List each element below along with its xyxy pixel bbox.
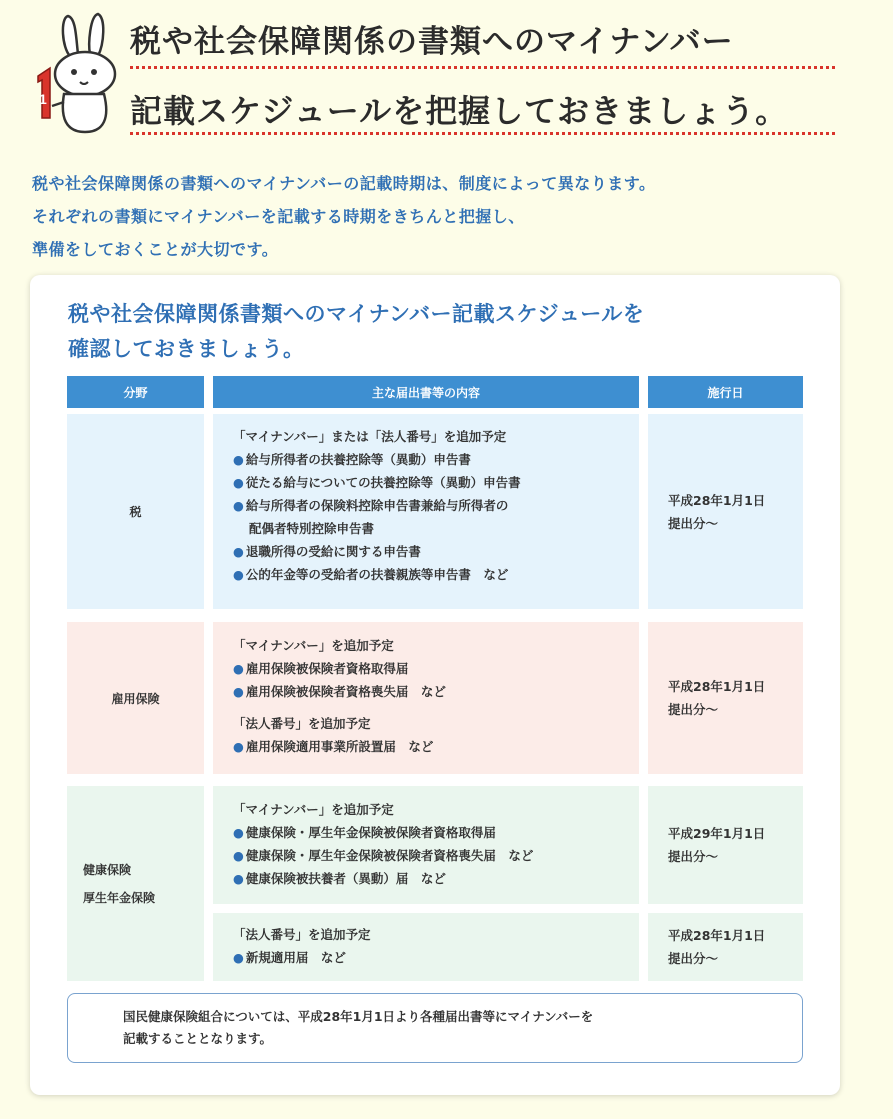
- bullet-icon: ●: [233, 871, 244, 886]
- column-header-field: 分野: [67, 376, 204, 408]
- intro-line: 準備をしておくことが大切です。: [32, 240, 279, 259]
- list-item: [233, 471, 639, 494]
- column-header-date: 施行日: [648, 376, 803, 408]
- list-item: [233, 448, 639, 471]
- note-line: 国民健康保険組合については、平成28年1月1日より各種届出書等にマイナンバーを: [123, 1009, 594, 1024]
- date-line: 提出分～: [668, 515, 719, 531]
- bullet-icon: ●: [233, 825, 244, 840]
- card-title-line-1: 税や社会保障関係書類へのマイナンバー記載スケジュールを: [68, 302, 645, 326]
- list-item-text: 雇用保険被保険者資格取得届: [245, 661, 409, 676]
- bullet-icon: ●: [233, 684, 244, 699]
- list-item-text: 公的年金等の受給者の扶養親族等申告書 など: [245, 567, 509, 582]
- page-title-line-1: 税や社会保障関係の書類へのマイナンバー: [130, 24, 734, 60]
- date-line: 平成28年1月1日: [668, 679, 766, 694]
- list-item-continuation: 配偶者特別控除申告書: [249, 521, 375, 536]
- list-item: [233, 946, 639, 969]
- health-effective-date-1: [648, 786, 803, 904]
- health-heading-2: 「法人番号」を追加予定: [233, 927, 371, 942]
- list-item-text: 新規適用届 など: [245, 950, 346, 965]
- list-item-text: 雇用保険適用事業所設置届 など: [245, 739, 434, 754]
- intro-line: 税や社会保障関係の書類へのマイナンバーの記載時期は、制度によって異なります。: [32, 174, 656, 193]
- employment-heading-1: 「マイナンバー」を追加予定: [233, 638, 394, 653]
- employment-content: [213, 622, 639, 774]
- date-line: 提出分～: [668, 702, 719, 717]
- mascot-rabbit-illustration: [30, 8, 130, 138]
- bullet-icon: ●: [233, 544, 244, 559]
- dotted-divider: [130, 132, 835, 135]
- list-item: [233, 735, 639, 758]
- health-effective-date-2: [648, 913, 803, 981]
- health-heading-1: 「マイナンバー」を追加予定: [233, 802, 394, 817]
- bullet-icon: ●: [233, 950, 244, 965]
- date-line: 平成28年1月1日: [668, 492, 766, 508]
- category-line: 厚生年金保険: [83, 890, 156, 905]
- schedule-card: [30, 275, 840, 1095]
- category-tax: 税: [67, 414, 204, 609]
- tax-heading: 「マイナンバー」または「法人番号」を追加予定: [233, 429, 507, 444]
- category-employment-insurance: 雇用保険: [67, 622, 204, 774]
- bullet-icon: ●: [233, 452, 244, 467]
- list-item-text: 健康保険被扶養者（異動）届 など: [245, 871, 446, 886]
- bullet-icon: ●: [233, 475, 244, 490]
- date-line: 平成28年1月1日: [668, 928, 766, 943]
- list-item: [233, 844, 639, 867]
- employment-heading-2: 「法人番号」を追加予定: [233, 716, 371, 731]
- health-content-1: [213, 786, 639, 904]
- card-title: [68, 297, 828, 367]
- date-line: 平成29年1月1日: [668, 826, 766, 841]
- list-item-text: 退職所得の受給に関する申告書: [245, 544, 421, 559]
- list-item-text: 健康保険・厚生年金保険被保険者資格喪失届 など: [245, 848, 534, 863]
- bullet-icon: ●: [233, 848, 244, 863]
- dotted-divider: [130, 66, 835, 69]
- category-health-pension: [67, 786, 204, 981]
- list-item-text: 給与所得者の保険料控除申告書兼給与所得者の: [245, 498, 509, 513]
- employment-effective-date: [648, 622, 803, 774]
- date-line: 提出分～: [668, 951, 719, 966]
- list-item: [233, 494, 639, 517]
- list-item: [233, 821, 639, 844]
- list-item: [233, 540, 639, 563]
- category-line: 健康保険: [83, 862, 132, 877]
- list-item: [233, 867, 639, 890]
- list-item-text: 給与所得者の扶養控除等（異動）申告書: [245, 452, 471, 467]
- bullet-icon: ●: [233, 498, 244, 513]
- intro-line: それぞれの書類にマイナンバーを記載する時期をきちんと把握し、: [32, 207, 525, 226]
- note-box: [67, 993, 803, 1063]
- note-line: 記載することとなります。: [123, 1031, 273, 1046]
- bullet-icon: ●: [233, 739, 244, 754]
- page-title-line-2: 記載スケジュールを把握しておきましょう。: [130, 92, 789, 130]
- column-header-content: 主な届出書等の内容: [213, 376, 639, 408]
- intro-text: [32, 167, 872, 266]
- list-item-text: 雇用保険被保険者資格喪失届 など: [245, 684, 446, 699]
- card-title-line-2: 確認しておきましょう。: [68, 337, 305, 361]
- step-number-text: 1: [39, 91, 47, 107]
- bullet-icon: ●: [233, 567, 244, 582]
- list-item: [233, 657, 639, 680]
- date-line: 提出分～: [668, 849, 719, 864]
- list-item-text: 従たる給与についての扶養控除等（異動）申告書: [245, 475, 521, 490]
- list-item-text: 健康保険・厚生年金保険被保険者資格取得届: [245, 825, 496, 840]
- bullet-icon: ●: [233, 661, 244, 676]
- health-content-2: [213, 913, 639, 981]
- tax-content: [213, 414, 639, 609]
- list-item: [233, 680, 639, 703]
- list-item: [233, 563, 639, 586]
- tax-effective-date: [648, 414, 803, 609]
